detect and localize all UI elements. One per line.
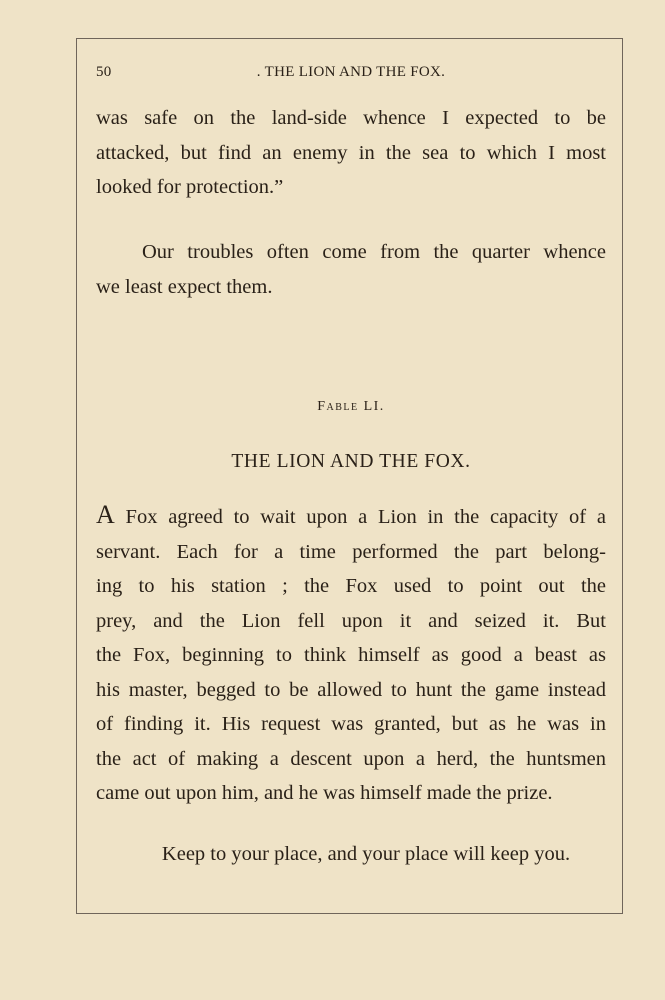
page-number: 50 (96, 64, 112, 80)
text-line: looked for protection.” (96, 176, 284, 198)
fable-moral: Keep to your place, and your place will keep you. (161, 843, 571, 865)
drop-cap: A (96, 500, 115, 529)
fable-number: Fable LI. (317, 399, 385, 414)
page-header (96, 64, 606, 84)
text-line: servant. Each for a time performed the part belong- (96, 540, 606, 563)
text-line: the Fox, beginning to think himself as good a beast as (96, 644, 606, 666)
text-line: came out upon him, and he was himself made the prize. (96, 782, 553, 804)
text-line: was safe on the land-side whence I expected to be (96, 107, 606, 129)
text-line: of finding it. His request was granted, but as he was in (96, 713, 606, 735)
text-line: Our troubles often come from the quarter whence (142, 241, 606, 263)
text-line: attacked, but find an enemy in the sea to which I most (96, 141, 606, 164)
text-line: prey, and the Lion fell upon it and seized it. But (96, 609, 606, 632)
text-line: his master, begged to be allowed to hunt the game instead (96, 678, 606, 701)
text-line: ing to his station ; the Fox used to point out the (96, 575, 606, 597)
running-head: . THE LION AND THE FOX. (256, 64, 446, 80)
previous-fable-ending (96, 101, 606, 205)
text-line: A Fox agreed to wait upon a Lion in the capacity of a (96, 500, 606, 529)
text-line: the act of making a descent upon a herd, the huntsmen (96, 747, 606, 770)
fable-title: THE LION AND THE FOX. (231, 451, 471, 472)
text-line: we least expect them. (96, 275, 273, 298)
fable-body (96, 498, 606, 811)
previous-fable-moral (96, 235, 606, 304)
